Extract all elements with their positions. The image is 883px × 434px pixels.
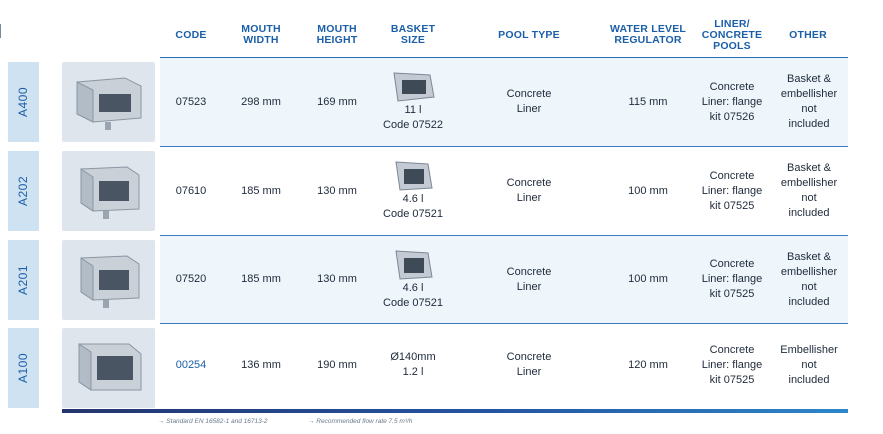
- model-tab: [8, 240, 39, 320]
- cell-mouth-height: 169 mm: [317, 95, 357, 108]
- liner-line: Concrete: [709, 80, 755, 93]
- pool-type-line: Liner: [516, 366, 542, 378]
- header-pool-type: POOL TYPE: [498, 28, 560, 41]
- header-liner-concrete: LINER/ CONCRETE POOLS: [701, 17, 763, 52]
- skimmer-photo: [62, 62, 155, 142]
- other-line: not: [801, 192, 817, 204]
- cell-water-level: 115 mm: [628, 95, 668, 108]
- other-line: included: [788, 373, 830, 386]
- cell-code: 07523: [175, 95, 207, 108]
- other-line: Embellisher: [780, 343, 838, 356]
- header-mouth-width: MOUTH WIDTH: [241, 23, 281, 46]
- liner-line: kit 07526: [709, 110, 755, 123]
- basket-icon: [390, 160, 436, 192]
- skimmer-photo: [62, 240, 155, 320]
- basket-code: Code 07522: [383, 119, 443, 131]
- header-other: OTHER: [789, 28, 827, 41]
- other-line: embellisher: [780, 177, 838, 189]
- cell-mouth-width: 298 mm: [241, 95, 281, 108]
- cell-other: [774, 236, 844, 323]
- basket-icon: [390, 249, 436, 281]
- pool-type-line: Concrete: [506, 177, 552, 189]
- cell-mouth-height: 190 mm: [317, 358, 357, 371]
- cell-other: [774, 324, 844, 406]
- other-line: not: [801, 280, 817, 293]
- skimmer-icon: [69, 338, 149, 398]
- pool-type-line: Concrete: [506, 265, 552, 278]
- cell-code: 00254: [175, 358, 207, 371]
- footnote-flow: → Recommended flow rate 7.5 m³/h: [308, 418, 413, 425]
- cell-pool-type: [470, 58, 588, 146]
- header-code: CODE: [175, 28, 207, 41]
- footnote-standard: → Standard EN 16582-1 and 16713-2: [158, 418, 268, 425]
- model-label: A100: [16, 352, 31, 384]
- liner-line: kit 07525: [709, 199, 755, 212]
- other-line: embellisher: [780, 265, 838, 278]
- header-basket-size: BASKET SIZE: [390, 23, 436, 46]
- other-line: included: [788, 295, 830, 308]
- cell-water-level: 100 mm: [628, 273, 668, 285]
- cell-water-level: 100 mm: [628, 184, 668, 197]
- model-tab: [8, 62, 39, 142]
- basket-volume: 1.2 l: [402, 366, 424, 378]
- header-mouth-height: MOUTH HEIGHT: [316, 23, 358, 46]
- pool-type-line: Liner: [516, 280, 542, 293]
- liner-line: kit 07525: [709, 373, 755, 386]
- cell-mouth-height: 130 mm: [317, 184, 357, 197]
- other-line: included: [788, 207, 830, 219]
- liner-line: Liner: flange: [701, 184, 763, 197]
- cell-basket: [375, 151, 451, 231]
- other-line: Basket &: [786, 162, 832, 174]
- cell-other: [774, 58, 844, 146]
- skimmer-icon: [69, 250, 149, 310]
- cell-code: 07520: [175, 273, 207, 285]
- header-water-level: WATER LEVEL REGULATOR: [609, 23, 687, 46]
- basket-code: Code 07521: [383, 297, 443, 309]
- basket-icon: [390, 71, 436, 103]
- basket-code: Code 07521: [383, 208, 443, 220]
- liner-line: Liner: flange: [701, 95, 763, 108]
- table-bottom-bar: [62, 409, 848, 413]
- other-line: included: [788, 118, 830, 130]
- liner-line: Liner: flange: [701, 358, 763, 371]
- pool-type-line: Concrete: [506, 88, 552, 100]
- basket-volume: 11 l: [404, 104, 422, 116]
- other-line: not: [801, 358, 817, 371]
- other-line: Basket &: [786, 250, 832, 263]
- skimmer-icon: [69, 72, 149, 132]
- pool-type-line: Concrete: [506, 351, 552, 363]
- cell-pool-type: [470, 147, 588, 235]
- cell-basket: [375, 240, 451, 320]
- pool-type-line: Liner: [516, 103, 542, 115]
- basket-diameter: Ø140mm: [390, 351, 436, 363]
- model-label: A201: [16, 264, 31, 296]
- cell-liner: [694, 58, 770, 146]
- basket-volume: 4.6 l: [402, 193, 424, 205]
- model-tab: [8, 151, 39, 231]
- cell-mouth-width: 185 mm: [241, 184, 281, 197]
- cell-pool-type: [470, 324, 588, 406]
- cell-liner: [694, 147, 770, 235]
- cell-liner: [694, 236, 770, 323]
- liner-line: Concrete: [709, 343, 755, 356]
- model-label: A400: [16, 86, 31, 118]
- other-line: Basket &: [786, 73, 832, 85]
- other-line: not: [801, 103, 817, 115]
- liner-line: Liner: flange: [701, 273, 763, 285]
- cell-liner: [694, 324, 770, 406]
- cell-basket: [375, 324, 451, 406]
- model-label: A202: [16, 175, 31, 207]
- basket-volume: 4.6 l: [402, 282, 424, 294]
- skimmer-photo: [62, 328, 155, 408]
- skimmer-icon: [69, 161, 149, 221]
- model-tab: [8, 328, 39, 408]
- page-edge-mark: [0, 24, 1, 38]
- liner-line: Concrete: [709, 258, 755, 270]
- pool-type-line: Liner: [516, 192, 542, 204]
- cell-mouth-height: 130 mm: [317, 273, 357, 285]
- cell-code: 07610: [175, 184, 207, 197]
- cell-pool-type: [470, 236, 588, 323]
- cell-mouth-width: 185 mm: [241, 273, 281, 285]
- liner-line: kit 07525: [709, 288, 755, 300]
- cell-other: [774, 147, 844, 235]
- liner-line: Concrete: [709, 169, 755, 182]
- cell-mouth-width: 136 mm: [241, 358, 281, 371]
- cell-basket: [375, 62, 451, 142]
- other-line: embellisher: [780, 88, 838, 100]
- cell-water-level: 120 mm: [628, 358, 668, 371]
- skimmer-photo: [62, 151, 155, 231]
